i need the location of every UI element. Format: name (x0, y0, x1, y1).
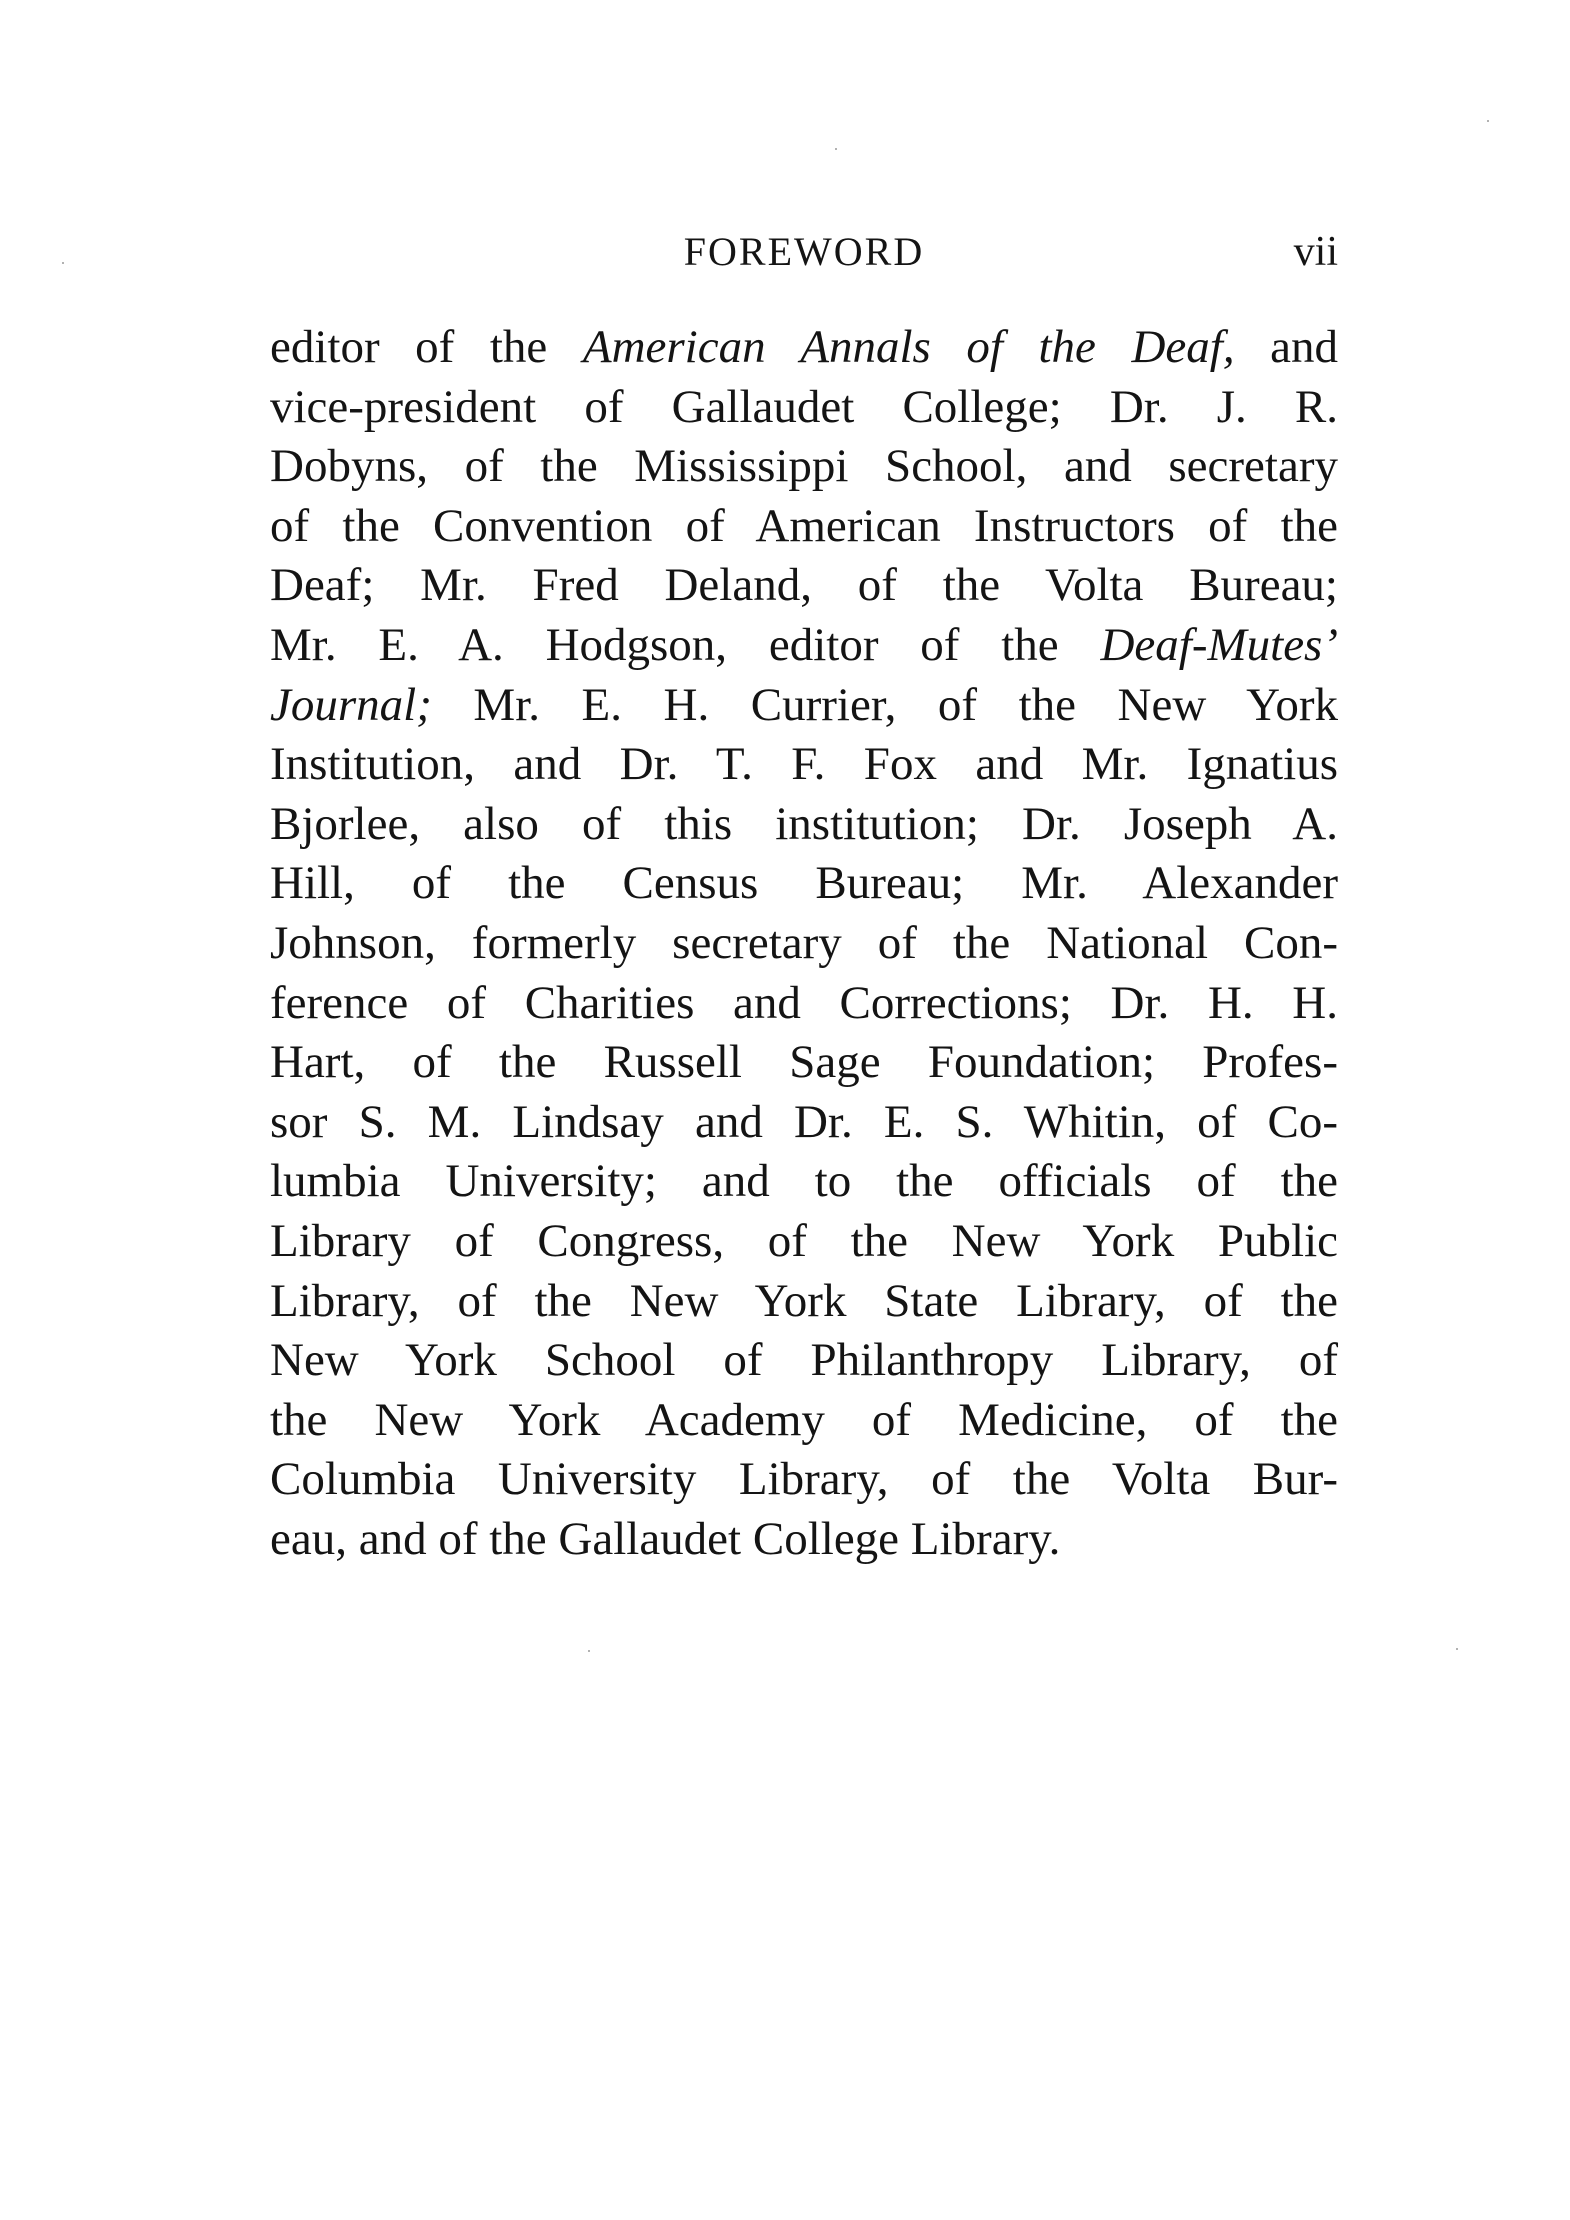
text-line (270, 1450, 1338, 1510)
scan-speck (1487, 120, 1489, 122)
text-line (270, 437, 1338, 497)
text-line (270, 1331, 1338, 1391)
foreword-paragraph (270, 318, 1338, 1569)
text-line (270, 1510, 1338, 1570)
running-head (270, 228, 1338, 288)
text-line (270, 556, 1338, 616)
text-run: Library of Congress, of the New York Public (270, 1214, 1338, 1267)
text-line (270, 1033, 1338, 1093)
text-run: of the Convention of American Instructors of the (270, 499, 1338, 552)
text-line (270, 914, 1338, 974)
text-line (270, 497, 1338, 557)
text-run: editor of the (270, 321, 583, 373)
text-run: Mr. E. H. Currier, of the New York (431, 678, 1338, 731)
text-run: New York School of Philanthropy Library, of (270, 1334, 1338, 1387)
italic-title: Journal; (270, 678, 432, 731)
text-line (270, 676, 1338, 736)
text-run: Hart, of the Russell Sage Foundation; Profes- (270, 1036, 1338, 1089)
text-line (270, 795, 1338, 855)
text-line (270, 1391, 1338, 1451)
text-run: the New York Academy of Medicine, of the (270, 1393, 1338, 1446)
text-run: Deaf; Mr. Fred Deland, of the Volta Bureau; (270, 559, 1338, 612)
text-run: sor S. M. Lindsay and Dr. E. S. Whitin, of Co- (270, 1095, 1338, 1148)
text-run: Hill, of the Census Bureau; Mr. Alexander (270, 857, 1338, 910)
text-line (270, 735, 1338, 795)
text-line (270, 1093, 1338, 1153)
text-line (270, 974, 1338, 1034)
italic-title: Deaf-Mutes’ (1100, 618, 1338, 671)
text-run: Bjorlee, also of this institution; Dr. Joseph A. (270, 797, 1338, 850)
text-run: vice-president of Gallaudet College; Dr. J. R. (270, 380, 1338, 433)
scan-speck (62, 262, 64, 264)
scan-speck (588, 1650, 590, 1652)
text-run: Dobyns, of the Mississippi School, and secretary (270, 440, 1338, 493)
text-line (270, 318, 1338, 378)
scan-speck (1456, 1648, 1458, 1650)
running-title: FOREWORD (683, 229, 925, 274)
italic-title: American Annals of the Deaf, (582, 321, 1235, 373)
scan-speck (835, 148, 837, 150)
text-run: ference of Charities and Corrections; Dr. H. H. (270, 976, 1338, 1029)
text-line (270, 854, 1338, 914)
text-run: lumbia University; and to the officials of the (270, 1155, 1338, 1208)
text-line (270, 1152, 1338, 1212)
text-line (270, 616, 1338, 676)
text-line (270, 1272, 1338, 1332)
page-number: vii (1293, 229, 1338, 275)
text-run: Library, of the New York State Library, of the (270, 1274, 1338, 1327)
text-line (270, 1212, 1338, 1272)
text-run: and (1234, 321, 1338, 373)
text-run: Johnson, formerly secretary of the National Con- (270, 916, 1338, 969)
text-run: Columbia University Library, of the Volta Bur- (270, 1453, 1338, 1506)
text-run: Institution, and Dr. T. F. Fox and Mr. Ignatius (270, 738, 1338, 791)
text-line (270, 378, 1338, 438)
text-run: eau, and of the Gallaudet College Library. (270, 1512, 1061, 1565)
text-run: Mr. E. A. Hodgson, editor of the (270, 618, 1101, 671)
